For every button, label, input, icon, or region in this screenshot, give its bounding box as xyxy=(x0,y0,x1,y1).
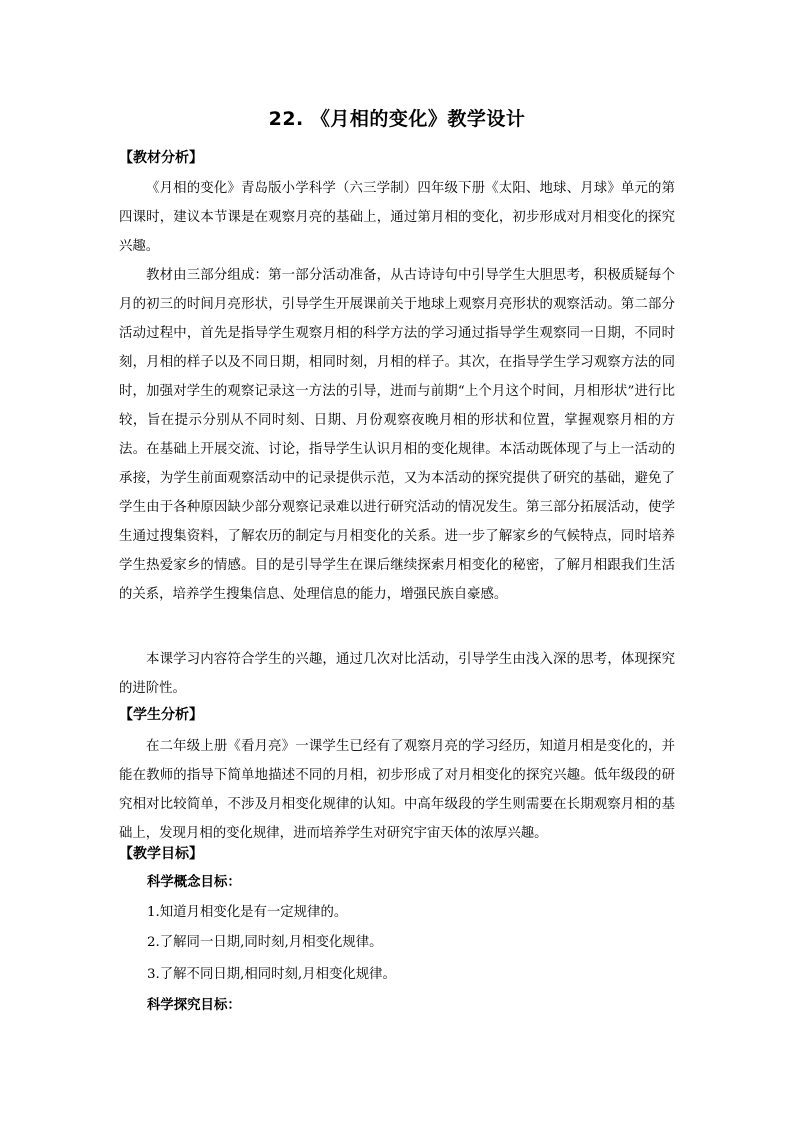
section-heading-teaching-goals: 【教学目标】 xyxy=(119,846,203,862)
concept-goal-item-2: 2.了解同一日期,同时刻,月相变化规律。 xyxy=(147,935,383,950)
concept-goal-item-3: 3.了解不同日期,相同时刻,月相变化规律。 xyxy=(147,967,396,982)
section-heading-student-analysis: 【学生分析】 xyxy=(119,707,203,723)
material-analysis-paragraph-2: 教材由三部分组成：第一部分活动准备，从古诗诗句中引导学生大胆思考，积极质疑每个月的初三的时间月亮形状，引导学生开展课前关于地球上观察月亮形状的观察活动。第二部分活动过程中，首先是指导学生观察月相的科学方法的学习通过指导学生观察同一日期，不同时刻，月相的样子以及不同日期，相同时刻，月相的样子。其次，在指导学生学习观察方法的同时，加强对学生的观察记录这一方法的引导，进而与前期“上个月这个时间，月相形状”进行比较，旨在提示分别从不同时刻、日期、月份观察夜晚月相的形状和位置，掌握观察月相的方法。在基础上开展交流、讨论，指导学生认识月相的变化规律。本活动既体现了与上一活动的承接，为学生前面观察活动中的记录提供示范，又为本活动的探究提供了研究的基础，避免了学生由于各种原因缺少部分观察记录难以进行研究活动的情况发生。第三部分拓展活动，使学生通过搜集资料，了解农历的制定与月相变化的关系。进一步了解家乡的气候特点，同时培养学生热爱家乡的情感。目的是引导学生在课后继续探索月相变化的秘密，了解月相跟我们生活的关系，培养学生搜集信息、处理信息的能力，增强民族自豪感。 xyxy=(119,268,675,602)
section-heading-material-analysis: 【教材分析】 xyxy=(119,150,203,166)
document-title: 22. 《月相的变化》教学设计 xyxy=(268,108,526,130)
material-analysis-paragraph-3: 本课学习内容符合学生的兴趣，通过几次对比活动，引导学生由浅入深的思考，体现探究的进阶性。 xyxy=(119,652,675,696)
student-analysis-paragraph-1: 在二年级上册《看月亮》一课学生已经有了观察月亮的学习经历，知道月相是变化的，并能在教师的指导下简单地描述不同的月相，初步形成了对月相变化的探究兴趣。低年级段的研究相对比较简单，不涉及月相变化规律的认知。中高年级段的学生则需要在长期观察月相的基础上，发现月相的变化规律，进而培养学生对研究宇宙天体的浓厚兴趣。 xyxy=(119,739,675,841)
inquiry-goal-label: 科学探究目标： xyxy=(147,998,241,1013)
material-analysis-paragraph-1: 《月相的变化》青岛版小学科学（六三学制）四年级下册《太阳、地球、月球》单元的第四课时，建议本节课是在观察月亮的基础上，通过第月相的变化，初步形成对月相变化的探究兴趣。 xyxy=(119,181,675,254)
concept-goal-item-1: 1.知道月相变化是有一定规律的。 xyxy=(147,905,348,920)
concept-goal-label: 科学概念目标： xyxy=(147,875,241,890)
